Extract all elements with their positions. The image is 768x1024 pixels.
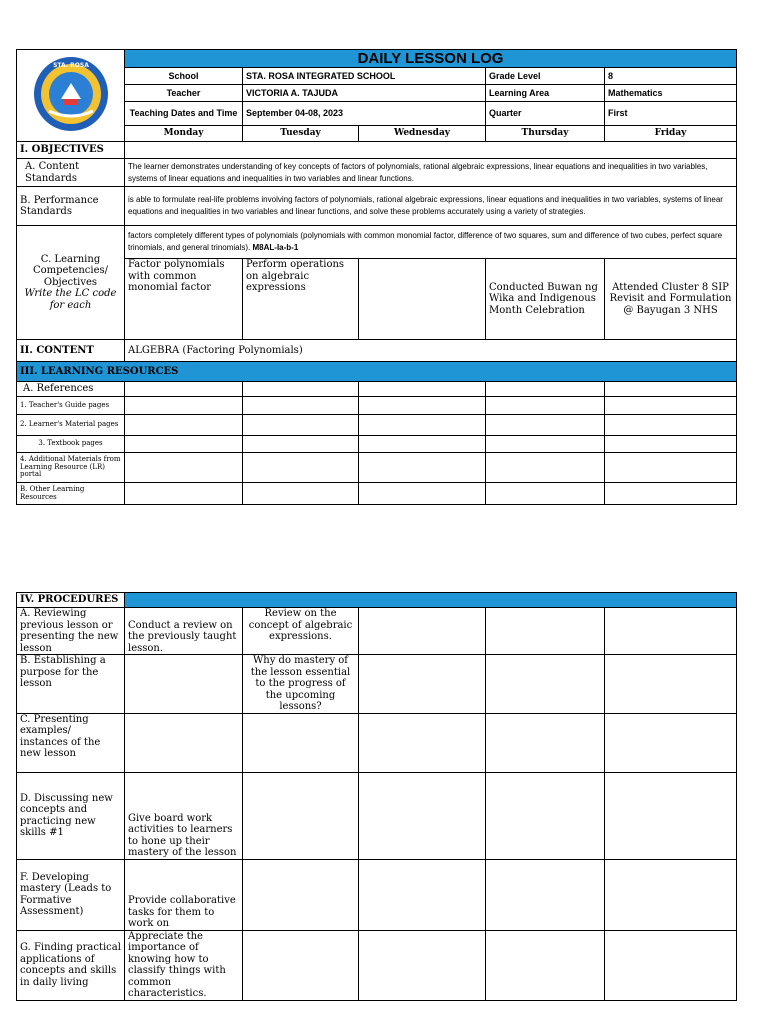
competencies-label bbox=[17, 226, 125, 340]
applications-label: G. Finding practical applications of concepts and skills in daily living bbox=[17, 930, 125, 1000]
competency-thursday: Conducted Buwan ng Wika and Indigenous Month Celebration bbox=[486, 259, 605, 340]
purpose-tuesday: Why do mastery of the lesson essential to the progress of the upcoming lessons? bbox=[243, 655, 359, 714]
school-logo bbox=[17, 50, 125, 142]
day-wednesday: Wednesday bbox=[359, 126, 486, 142]
learners-material-label: 2. Learner's Material pages bbox=[17, 415, 125, 436]
competencies-text bbox=[125, 226, 737, 259]
area-value: Mathematics bbox=[605, 85, 737, 102]
school-seal-icon bbox=[31, 55, 111, 133]
quarter-label: Quarter bbox=[486, 102, 605, 126]
purpose-label: B. Establishing a purpose for the lesson bbox=[17, 655, 125, 714]
performance-standards-text: is able to formulate real-life problems involving factors of polynomials, rational algebraic expressions, linear equations and inequalities in two variables, systems of linear equations and inequalities in two variables and linear functions, and solve these problems accurately using a variety of strategies. bbox=[125, 187, 737, 226]
day-monday: Monday bbox=[125, 126, 243, 142]
competencies-label-note: Write the LC code for each bbox=[24, 288, 117, 311]
dates-value: September 04-08, 2023 bbox=[243, 102, 486, 126]
grade-label: Grade Level bbox=[486, 68, 605, 85]
procedures-table bbox=[16, 592, 737, 1001]
discussing-label: D. Discussing new concepts and practicing new skills #1 bbox=[17, 772, 125, 859]
competency-wednesday bbox=[359, 259, 486, 340]
objectives-heading: I. OBJECTIVES bbox=[17, 142, 125, 159]
school-value: STA. ROSA INTEGRATED SCHOOL bbox=[243, 68, 486, 85]
other-resources-label: B. Other Learning Resources bbox=[17, 483, 125, 505]
competencies-description: factors completely different types of polynomials (polynomials with common monomial factor, difference of two squares, sum and difference of two cubes, perfect square trinomials, and general trinomials). bbox=[128, 231, 723, 252]
page-title: DAILY LESSON LOG bbox=[125, 50, 737, 68]
quarter-value: First bbox=[605, 102, 737, 126]
discussing-monday: Give board work activities to learners to hone up their mastery of the lesson bbox=[125, 772, 243, 859]
school-label: School bbox=[125, 68, 243, 85]
review-monday: Conduct a review on the previously taught lesson. bbox=[125, 608, 243, 655]
mastery-monday: Provide collaborative tasks for them to work on bbox=[125, 859, 243, 930]
textbook-pages-label: 3. Textbook pages bbox=[17, 436, 125, 453]
competency-tuesday: Perform operations on algebraic expressions bbox=[243, 259, 359, 340]
review-label: A. Reviewing previous lesson or presenting the new lesson bbox=[17, 608, 125, 655]
grade-value: 8 bbox=[605, 68, 737, 85]
svg-text:STA. ROSA: STA. ROSA bbox=[52, 61, 89, 69]
content-text: ALGEBRA (Factoring Polynomials) bbox=[125, 340, 737, 362]
competency-friday: Attended Cluster 8 SIP Revisit and Formulation @ Bayugan 3 NHS bbox=[605, 259, 737, 340]
mastery-label: F. Developing mastery (Leads to Formative Assessment) bbox=[17, 859, 125, 930]
additional-materials-label: 4. Additional Materials from Learning Resource (LR) portal bbox=[17, 453, 125, 483]
dates-label: Teaching Dates and Time bbox=[125, 102, 243, 126]
performance-standards-label: B. Performance Standards bbox=[17, 187, 125, 226]
references-label: A. References bbox=[17, 382, 125, 397]
content-standards-text: The learner demonstrates understanding of key concepts of factors of polynomials, rational algebraic expressions, linear equations and inequalities in two variables, systems of linear equations and inequalities in two variables and linear functions. bbox=[125, 159, 737, 187]
review-tuesday: Review on the concept of algebraic expressions. bbox=[243, 608, 359, 655]
examples-label: C. Presenting examples/ instances of the new lesson bbox=[17, 713, 125, 772]
lesson-log-table bbox=[16, 49, 737, 505]
day-friday: Friday bbox=[605, 126, 737, 142]
day-tuesday: Tuesday bbox=[243, 126, 359, 142]
teachers-guide-label: 1. Teacher's Guide pages bbox=[17, 397, 125, 415]
applications-monday: Appreciate the importance of knowing how to classify things with common characteristics. bbox=[125, 930, 243, 1000]
teacher-label: Teacher bbox=[125, 85, 243, 102]
day-thursday: Thursday bbox=[486, 126, 605, 142]
content-standards-label: A. Content Standards bbox=[17, 159, 125, 187]
resources-heading: III. LEARNING RESOURCES bbox=[17, 362, 737, 382]
competencies-label-main: C. Learning Competencies/ Objectives bbox=[32, 253, 109, 288]
area-label: Learning Area bbox=[486, 85, 605, 102]
teacher-value: VICTORIA A. TAJUDA bbox=[243, 85, 486, 102]
competency-monday: Factor polynomials with common monomial factor bbox=[125, 259, 243, 340]
content-heading: II. CONTENT bbox=[17, 340, 125, 362]
competency-code: M8AL-Ia-b-1 bbox=[252, 243, 299, 252]
procedures-heading: IV. PROCEDURES bbox=[17, 593, 125, 608]
